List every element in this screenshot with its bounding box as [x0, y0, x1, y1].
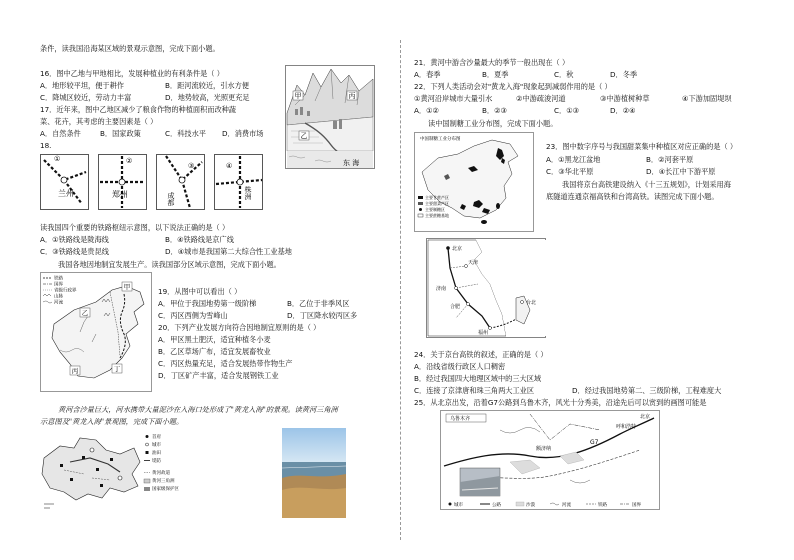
g7-legend-2: 沙漠	[526, 503, 535, 508]
q24-option-b: B．经过我国四大地理区域中的三大区域	[414, 374, 542, 383]
q21-lead: 黄河含沙量巨大，河水携带大量泥沙在入海口处形成了"黄龙入海"的景观。读黄河三角洲	[58, 405, 338, 414]
china-legend-1: 国界	[54, 282, 63, 288]
q16-option-c: C．降城区较近，劳动力丰富	[40, 93, 132, 102]
hub-lanzhou-circle: ①	[54, 155, 61, 163]
jingtai-rail-map	[426, 238, 546, 338]
rail-label-tianjin: 天津	[468, 260, 479, 266]
hub-zhengzhou-label: 郑州	[112, 190, 128, 199]
g7-legend-1: 公路	[492, 503, 501, 508]
q19-option-a: A．甲位于我国地势第一级阶梯	[158, 299, 257, 308]
hub-chengdu-circle: ③	[188, 162, 195, 170]
q22-item-2: ②中游疏浚河道	[516, 94, 566, 103]
q24-option-a: A．沿线省级行政区人口稠密	[414, 362, 506, 371]
hub-zhengzhou-circle: ②	[126, 157, 133, 165]
delta-legend-5: 黄河三角洲	[152, 479, 175, 484]
china-legend-4: 河流	[54, 300, 63, 306]
china-label-ding: 丁	[113, 365, 121, 373]
q20-option-d: D．丁区矿产丰富，适合发展钢铁工业	[158, 371, 279, 380]
q22-option-d: D．②④	[610, 106, 636, 115]
sugar-legend-2: 主要制糖区	[425, 207, 445, 212]
hill-label-jia: 甲	[294, 92, 302, 100]
delta-legend-0: 首府	[152, 435, 161, 440]
q24-lead-cont: 底隧道连通京福高铁和台湾高铁。读图完成下面小题。	[546, 192, 719, 201]
delta-legend-3: 堤防	[152, 459, 161, 464]
g7-legend-0: 城市	[454, 503, 463, 508]
china-legend-2: 省级行政界	[54, 288, 77, 294]
q16-stem: 16．图中乙地与甲地相比，发展种植业的有利条件是（ ）	[40, 69, 224, 78]
column-divider	[400, 40, 401, 540]
hub-lanzhou	[41, 155, 89, 210]
q23-option-b: B．②河套平原	[646, 155, 694, 164]
q19-stem: 19．从图中可以看出（ ）	[158, 287, 242, 296]
g7-photo-inset	[460, 468, 500, 496]
sugar-industry-map	[414, 132, 534, 232]
delta-legend-2: 油田	[152, 451, 161, 456]
q23-option-a: A．①黑龙江盆地	[546, 155, 601, 164]
q18-option-d: D．④城市是我国第二大综合性工业基地	[165, 247, 292, 256]
q22-option-a: A．①②	[414, 106, 439, 115]
sugar-legend-3: 主要蔗糖基地	[425, 213, 449, 218]
hub-zhengzhou	[99, 155, 147, 210]
rail-label-fuzhou: 福州	[478, 330, 489, 336]
railway-hub-diagrams	[40, 150, 265, 216]
delta-legend-4: 黄河故道	[152, 471, 170, 476]
china-regions-map	[40, 272, 152, 392]
sugar-legend-0: 主要甘蔗产区	[425, 195, 449, 200]
q21-option-d: D．冬季	[610, 70, 638, 79]
q20-option-a: A．甲区黑土肥沃，适宜种植冬小麦	[158, 335, 271, 344]
intro-line: 条件，读我国沿海某区域的景观示意图，完成下面小题。	[40, 44, 220, 53]
q22-stem: 22．下列人类活动会对"黄龙入海"现象起到减弱作用的是（ ）	[414, 82, 612, 91]
q17-option-b: B．国家政策	[100, 129, 141, 138]
sugar-map-title: 中国制糖工业分布图	[420, 137, 461, 142]
rail-label-hefei: 合肥	[450, 304, 461, 310]
yellow-river-delta-map	[40, 428, 240, 512]
q19-option-d: D．丁区降水较丙区多	[287, 311, 358, 320]
g7-label-g7: G7	[590, 439, 599, 446]
q18-number: 18.	[40, 141, 52, 150]
coastal-landscape-figure	[285, 65, 375, 169]
q23-option-c: C．③华北平原	[546, 167, 594, 176]
hill-label-yi: 乙	[300, 132, 308, 140]
g7-legend-5: 国界	[632, 503, 641, 508]
rail-label-taibei: 台北	[526, 300, 537, 306]
q18-stem: 读我国四个重要的铁路枢纽示意图，以下说法正确的是（ ）	[40, 223, 230, 232]
g7-label-beijing: 北京	[640, 414, 651, 420]
q22-item-3: ③中游植树种草	[600, 94, 650, 103]
g7-label-hohhot: 呼和浩特	[616, 424, 637, 430]
delta-legend-1: 城市	[152, 443, 161, 448]
g7-label-ejina: 额济纳	[536, 446, 552, 452]
hill-label-bing: 丙	[348, 92, 356, 100]
china-label-yi: 乙	[81, 309, 89, 317]
china-legend-0: 铁路	[54, 276, 63, 282]
q20-option-b: B．乙区草场广布，适宜发展畜牧业	[158, 347, 271, 356]
hub-chengdu-label: 成都	[167, 192, 175, 206]
sugar-legend-1: 主要甜菜产区	[425, 201, 449, 206]
hub-zhuzhou	[215, 155, 263, 210]
q24-option-d: D．经过我国地势第二、三级阶梯，工程难度大	[572, 386, 722, 395]
g7-label-urumqi: 乌鲁木齐	[450, 416, 471, 422]
q17-option-c: C．科技水平	[165, 129, 206, 138]
yellow-dragon-photo	[282, 428, 346, 518]
hub-zhuzhou-circle: ④	[226, 162, 233, 170]
q16-option-a: A．地形较平坦，便于耕作	[40, 81, 124, 90]
q18-option-a: A．①铁路线是陇海线	[40, 235, 109, 244]
q19-option-c: C．丙区西侧为雪峰山	[158, 311, 228, 320]
q18-option-b: B．④铁路线是京广线	[165, 235, 234, 244]
q24-option-c: C．连接了京津唐和珠三角两大工业区	[414, 386, 535, 395]
q19-lead: 我国各地因地制宜发展生产。读我国部分区域示意图，完成下面小题。	[58, 260, 281, 269]
q21-stem: 21．黄河中游含沙量最大的季节一般出现在（ ）	[414, 58, 570, 67]
delta-legend-6: 国家级保护区	[152, 487, 179, 492]
q21-option-b: B．夏季	[482, 70, 509, 79]
q23-stem: 23．图中数字序号与我国甜菜集中种植区对应正确的是（ ）	[546, 142, 738, 151]
q20-option-c: C．丙区热量充足，适合发展热带作物生产	[158, 359, 293, 368]
hub-chengdu	[157, 155, 205, 210]
rail-label-beijing: 北京	[452, 246, 463, 252]
q18-option-c: C．③铁路线是贵昆线	[40, 247, 109, 256]
hub-zhuzhou-label: 株洲	[244, 186, 252, 200]
rail-label-jinan: 济南	[436, 286, 447, 292]
q23-lead: 读中国制糖工业分布图，完成下面小题。	[428, 119, 558, 128]
q16-option-b: B．距河流较近，引水方便	[165, 81, 249, 90]
q16-option-d: D．地势较高，光照更充足	[165, 93, 250, 102]
hub-lanzhou-label: 兰州	[58, 189, 74, 198]
q22-option-b: B．②③	[482, 106, 508, 115]
q17-option-d: D．消费市场	[222, 129, 264, 138]
q22-item-4: ④下游加固堤坝	[682, 94, 732, 103]
q25-stem: 25．从北京出发，沿着G7公路到乌鲁木齐，风光十分秀美，沿途先后可以赏到的画图可能是	[414, 398, 707, 407]
q23-option-d: D．④长江中下游平原	[646, 167, 716, 176]
q24-stem: 24．关于京台高铁的叙述，正确的是（ ）	[414, 350, 548, 359]
q24-lead: 我国将京台高铁建设纳入《十三五规划》，计划采用海	[562, 180, 731, 189]
hill-label-sea: 东 海	[343, 159, 360, 167]
china-label-bing: 丙	[71, 367, 79, 375]
q22-option-c: C．①③	[554, 106, 580, 115]
q19-option-b: B．乙位于非季风区	[287, 299, 350, 308]
q21-option-c: C．秋	[554, 70, 574, 79]
china-legend-3: 山脉	[54, 294, 63, 300]
q21-lead-cont: 示意图及"黄龙入海"景观图，完成下面小题。	[40, 417, 184, 426]
g7-highway-map	[440, 410, 660, 510]
q17-stem-cont: 菜、花卉，其考虑的主要因素是（ ）	[40, 117, 158, 126]
q22-item-1: ①黄河沿岸城市大量引水	[414, 94, 493, 103]
q21-option-a: A．春季	[414, 70, 441, 79]
g7-legend-4: 铁路	[598, 503, 607, 508]
q20-stem: 20．下列产业发展方向符合因地制宜原则的是（ ）	[158, 323, 321, 332]
g7-legend-3: 河流	[562, 503, 571, 508]
q17-option-a: A．自然条件	[40, 129, 81, 138]
q17-stem: 17．近年来，图中乙地区减少了粮食作物的种植面积而改种蔬	[40, 105, 237, 114]
china-label-jia: 甲	[123, 283, 131, 291]
